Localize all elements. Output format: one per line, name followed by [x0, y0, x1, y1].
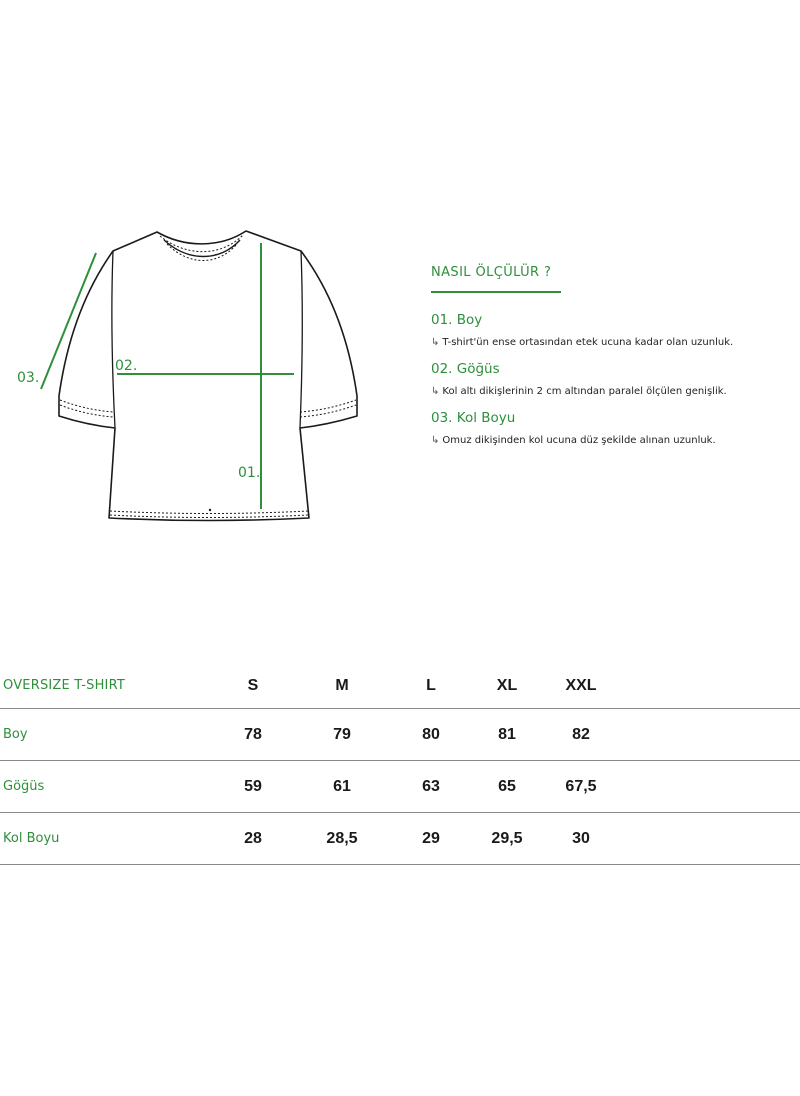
step-title: 01. Boy	[431, 311, 483, 328]
row-label: Boy	[3, 727, 28, 742]
size-header-m: M	[335, 676, 349, 694]
step-description	[431, 386, 761, 398]
size-header-l: L	[426, 676, 436, 694]
table-cell: 30	[572, 829, 590, 847]
table-row-gogus	[0, 761, 800, 813]
guide-title: NASIL ÖLÇÜLÜR ?	[431, 265, 552, 280]
table-cell: 82	[572, 725, 590, 743]
step-description-text: T-shirt'ün ense ortasından etek ucuna kadar olan uzunluk.	[442, 336, 734, 348]
step-title: 02. Göğüs	[431, 360, 500, 377]
size-header-xxl: XXL	[565, 676, 597, 694]
table-row-kol-boyu	[0, 813, 800, 865]
size-header-s: S	[247, 676, 259, 694]
table-cell: 63	[422, 777, 440, 795]
measuring-guide	[431, 265, 761, 459]
table-header-row	[0, 663, 800, 709]
table-cell: 29	[422, 829, 440, 847]
table-cell: 61	[333, 777, 351, 795]
size-header-xl: XL	[496, 676, 518, 694]
table-cell: 65	[498, 777, 516, 795]
table-cell: 78	[244, 725, 262, 743]
row-label: Göğüs	[3, 779, 45, 794]
guide-step-sleeve	[431, 410, 761, 447]
length-measure-label: 01.	[238, 465, 261, 481]
tshirt-outline	[59, 231, 357, 521]
guide-title-underline	[431, 291, 561, 293]
table-cell: 59	[244, 777, 262, 795]
chest-measure-label: 02.	[115, 358, 138, 374]
row-label: Kol Boyu	[3, 831, 60, 846]
sleeve-measure-label: 03.	[17, 370, 40, 386]
table-cell: 28	[244, 829, 262, 847]
guide-step-chest	[431, 361, 761, 398]
table-cell: 28,5	[326, 829, 358, 847]
return-arrow-icon: ↳	[431, 336, 440, 348]
step-description-text: Kol altı dikişlerinin 2 cm altından paralel ölçülen genişlik.	[442, 385, 727, 397]
step-description-text: Omuz dikişinden kol ucuna düz şekilde alınan uzunluk.	[442, 435, 716, 447]
step-title: 03. Kol Boyu	[431, 409, 516, 426]
table-cell: 81	[498, 725, 516, 743]
table-cell: 80	[422, 725, 440, 743]
guide-step-length	[431, 312, 761, 349]
return-arrow-icon: ↳	[431, 435, 440, 447]
tshirt-care-dot	[209, 509, 211, 511]
table-row-boy	[0, 709, 800, 761]
step-description	[431, 337, 761, 349]
table-cell: 79	[333, 725, 351, 743]
size-chart-table	[0, 663, 800, 865]
table-title: OVERSIZE T-SHIRT	[3, 678, 126, 693]
table-cell: 67,5	[565, 777, 597, 795]
step-description	[431, 435, 761, 447]
return-arrow-icon: ↳	[431, 385, 440, 397]
table-cell: 29,5	[491, 829, 523, 847]
